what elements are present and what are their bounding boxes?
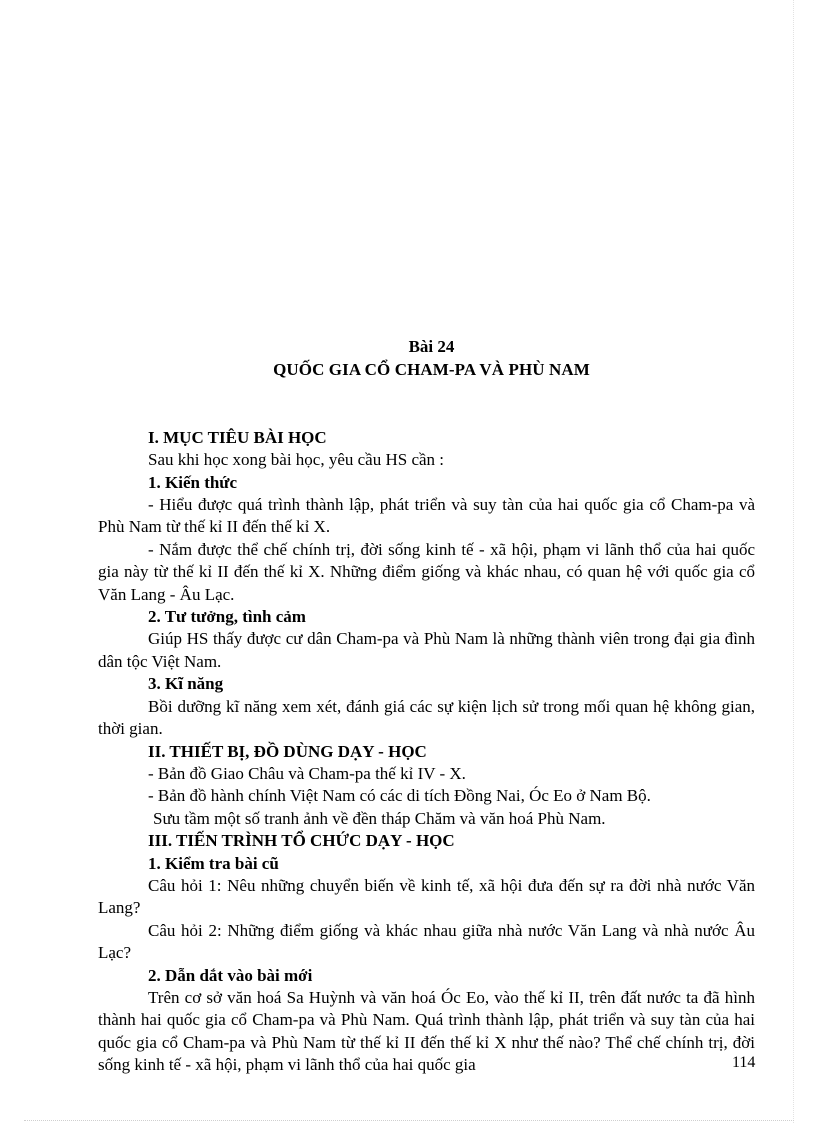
introduction-paragraph: Trên cơ sở văn hoá Sa Huỳnh và văn hoá Óc Eo, vào thế kỉ II, trên đất nước ta đã hình thành hai quốc gia cổ Cham-pa và Phù Nam. Quá trình thành lập, phát triển và suy tàn của hai quốc gia cổ Cham-pa và Phù Nam từ thế kỉ II đến thế kỉ X như thế nào? Thể chế chính trị, đời sống kinh tế - xã hội, phạm vi lãnh thổ của hai quốc gia [98, 987, 755, 1075]
page-edge-guide [793, 0, 794, 1123]
review-question-2: Câu hỏi 2: Những điểm giống và khác nhau giữa nhà nước Văn Lang và nhà nước Âu Lạc? [98, 920, 755, 963]
equipment-item-2: - Bản đồ hành chính Việt Nam có các di tích Đồng Nai, Óc Eo ở Nam Bộ. [148, 786, 651, 806]
review-question-1: Câu hỏi 1: Nêu những chuyển biến về kinh tế, xã hội đưa đến sự ra đời nhà nước Văn Lang? [98, 875, 755, 918]
section-heading-equipment: II. THIẾT BỊ, ĐỒ DÙNG DẠY - HỌC [148, 741, 427, 761]
page-number: 114 [732, 1054, 756, 1071]
subheading-introduction: 2. Dẫn dắt vào bài mới [148, 965, 313, 985]
knowledge-paragraph-1: - Hiểu được quá trình thành lập, phát triển và suy tàn của hai quốc gia cổ Cham-pa và Phù Nam từ thế kỉ II đến thế kỉ X. [98, 495, 755, 537]
lesson-number: Bài 24 [408, 337, 455, 356]
title-block [98, 336, 755, 382]
equipment-item-3: Sưu tầm một số tranh ảnh về đền tháp Chăm và văn hoá Phù Nam. [153, 808, 606, 828]
section-heading-process: III. TIẾN TRÌNH TỔ CHỨC DẠY - HỌC [148, 831, 455, 851]
subheading-skills: 3. Kĩ năng [148, 674, 224, 694]
subheading-attitude: 2. Tư tưởng, tình cảm [148, 607, 306, 627]
lesson-title: QUỐC GIA CỔ CHAM-PA VÀ PHÙ NAM [273, 360, 590, 380]
knowledge-paragraph-2: - Nắm được thể chế chính trị, đời sống kinh tế - xã hội, phạm vi lãnh thổ của hai quốc gia này từ thế kỉ II đến thế kỉ X. Những điểm giống và khác nhau, có quan hệ với quốc gia cổ Văn Lang - Âu Lạc. [98, 539, 755, 604]
section-heading-objectives: I. MỤC TIÊU BÀI HỌC [148, 427, 327, 447]
page-content [98, 336, 755, 1077]
subheading-knowledge: 1. Kiến thức [148, 472, 238, 492]
skills-paragraph: Bồi dưỡng kĩ năng xem xét, đánh giá các sự kiện lịch sử trong mối quan hệ không gian, thời gian. [98, 696, 755, 739]
subheading-review: 1. Kiểm tra bài cũ [148, 853, 279, 873]
equipment-item-1: - Bản đồ Giao Châu và Cham-pa thế kỉ IV - X. [148, 763, 466, 783]
page-bottom-guide [24, 1120, 794, 1121]
attitude-paragraph: Giúp HS thấy được cư dân Cham-pa và Phù Nam là những thành viên trong đại gia đình dân tộc Việt Nam. [98, 629, 755, 671]
objectives-intro: Sau khi học xong bài học, yêu cầu HS cần : [148, 450, 445, 470]
